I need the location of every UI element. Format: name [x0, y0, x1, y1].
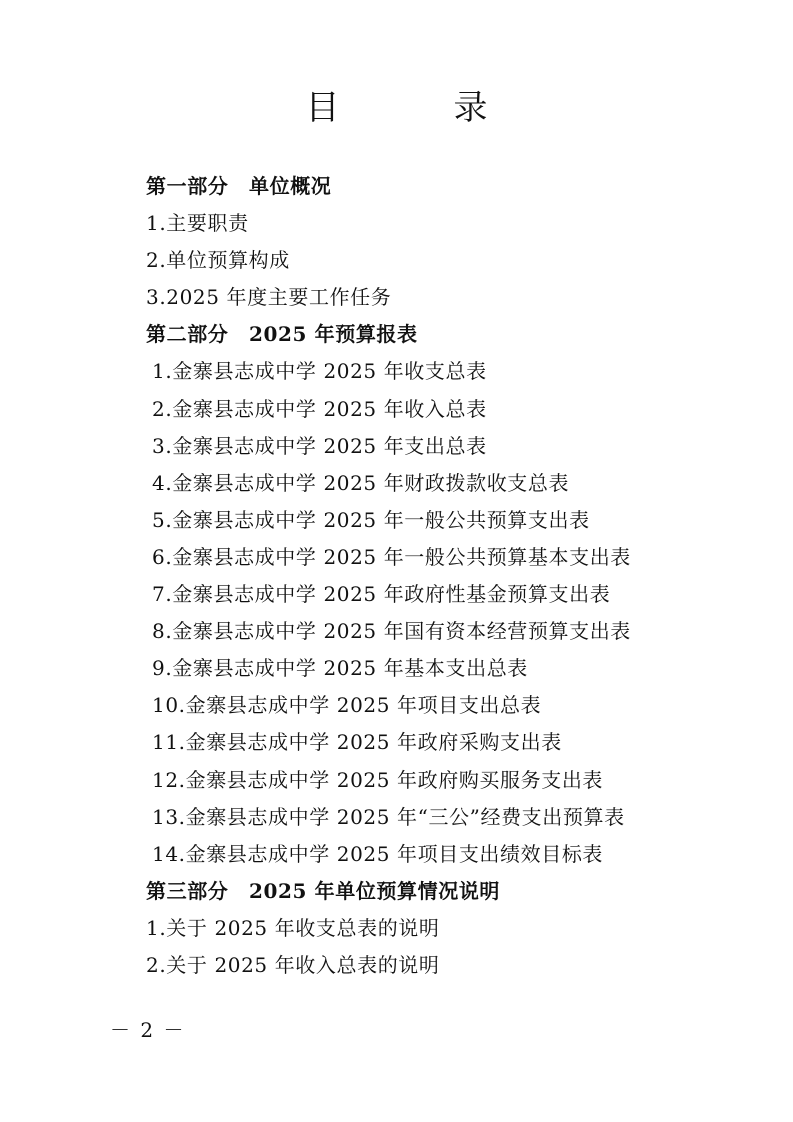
toc-item: 3.2025 年度主要工作任务	[146, 285, 392, 310]
toc-item: 3.金寨县志成中学 2025 年支出总表	[152, 433, 487, 458]
toc-item: 2.关于 2025 年收入总表的说明	[146, 952, 440, 977]
toc-section-2: 第二部分 2025 年预算报表	[146, 322, 418, 347]
toc-item: 2.单位预算构成	[146, 248, 290, 273]
toc-item: 6.金寨县志成中学 2025 年一般公共预算基本支出表	[152, 544, 631, 569]
toc-item: 13.金寨县志成中学 2025 年“三公”经费支出预算表	[152, 804, 625, 829]
toc-item: 8.金寨县志成中学 2025 年国有资本经营预算支出表	[152, 619, 631, 644]
toc-item: 12.金寨县志成中学 2025 年政府购买服务支出表	[152, 767, 604, 792]
toc-item: 4.金寨县志成中学 2025 年财政拨款收支总表	[152, 470, 570, 495]
table-of-contents	[0, 168, 793, 984]
toc-item: 7.金寨县志成中学 2025 年政府性基金预算支出表	[152, 582, 611, 607]
toc-item: 1.金寨县志成中学 2025 年收支总表	[152, 359, 487, 384]
toc-item: 2.金寨县志成中学 2025 年收入总表	[152, 396, 487, 421]
toc-item: 5.金寨县志成中学 2025 年一般公共预算支出表	[152, 507, 590, 532]
page-number: － 2 －	[110, 1018, 186, 1042]
toc-item: 9.金寨县志成中学 2025 年基本支出总表	[152, 656, 528, 681]
page-title: 目 录	[305, 88, 528, 128]
toc-item: 11.金寨县志成中学 2025 年政府采购支出表	[152, 730, 562, 755]
toc-item: 10.金寨县志成中学 2025 年项目支出总表	[152, 693, 542, 718]
toc-section-1: 第一部分 单位概况	[146, 174, 332, 198]
toc-item: 1.关于 2025 年收支总表的说明	[146, 915, 440, 940]
toc-item: 1.主要职责	[146, 211, 249, 236]
toc-section-3: 第三部分 2025 年单位预算情况说明	[146, 878, 501, 903]
toc-item: 14.金寨县志成中学 2025 年项目支出绩效目标表	[152, 841, 604, 866]
